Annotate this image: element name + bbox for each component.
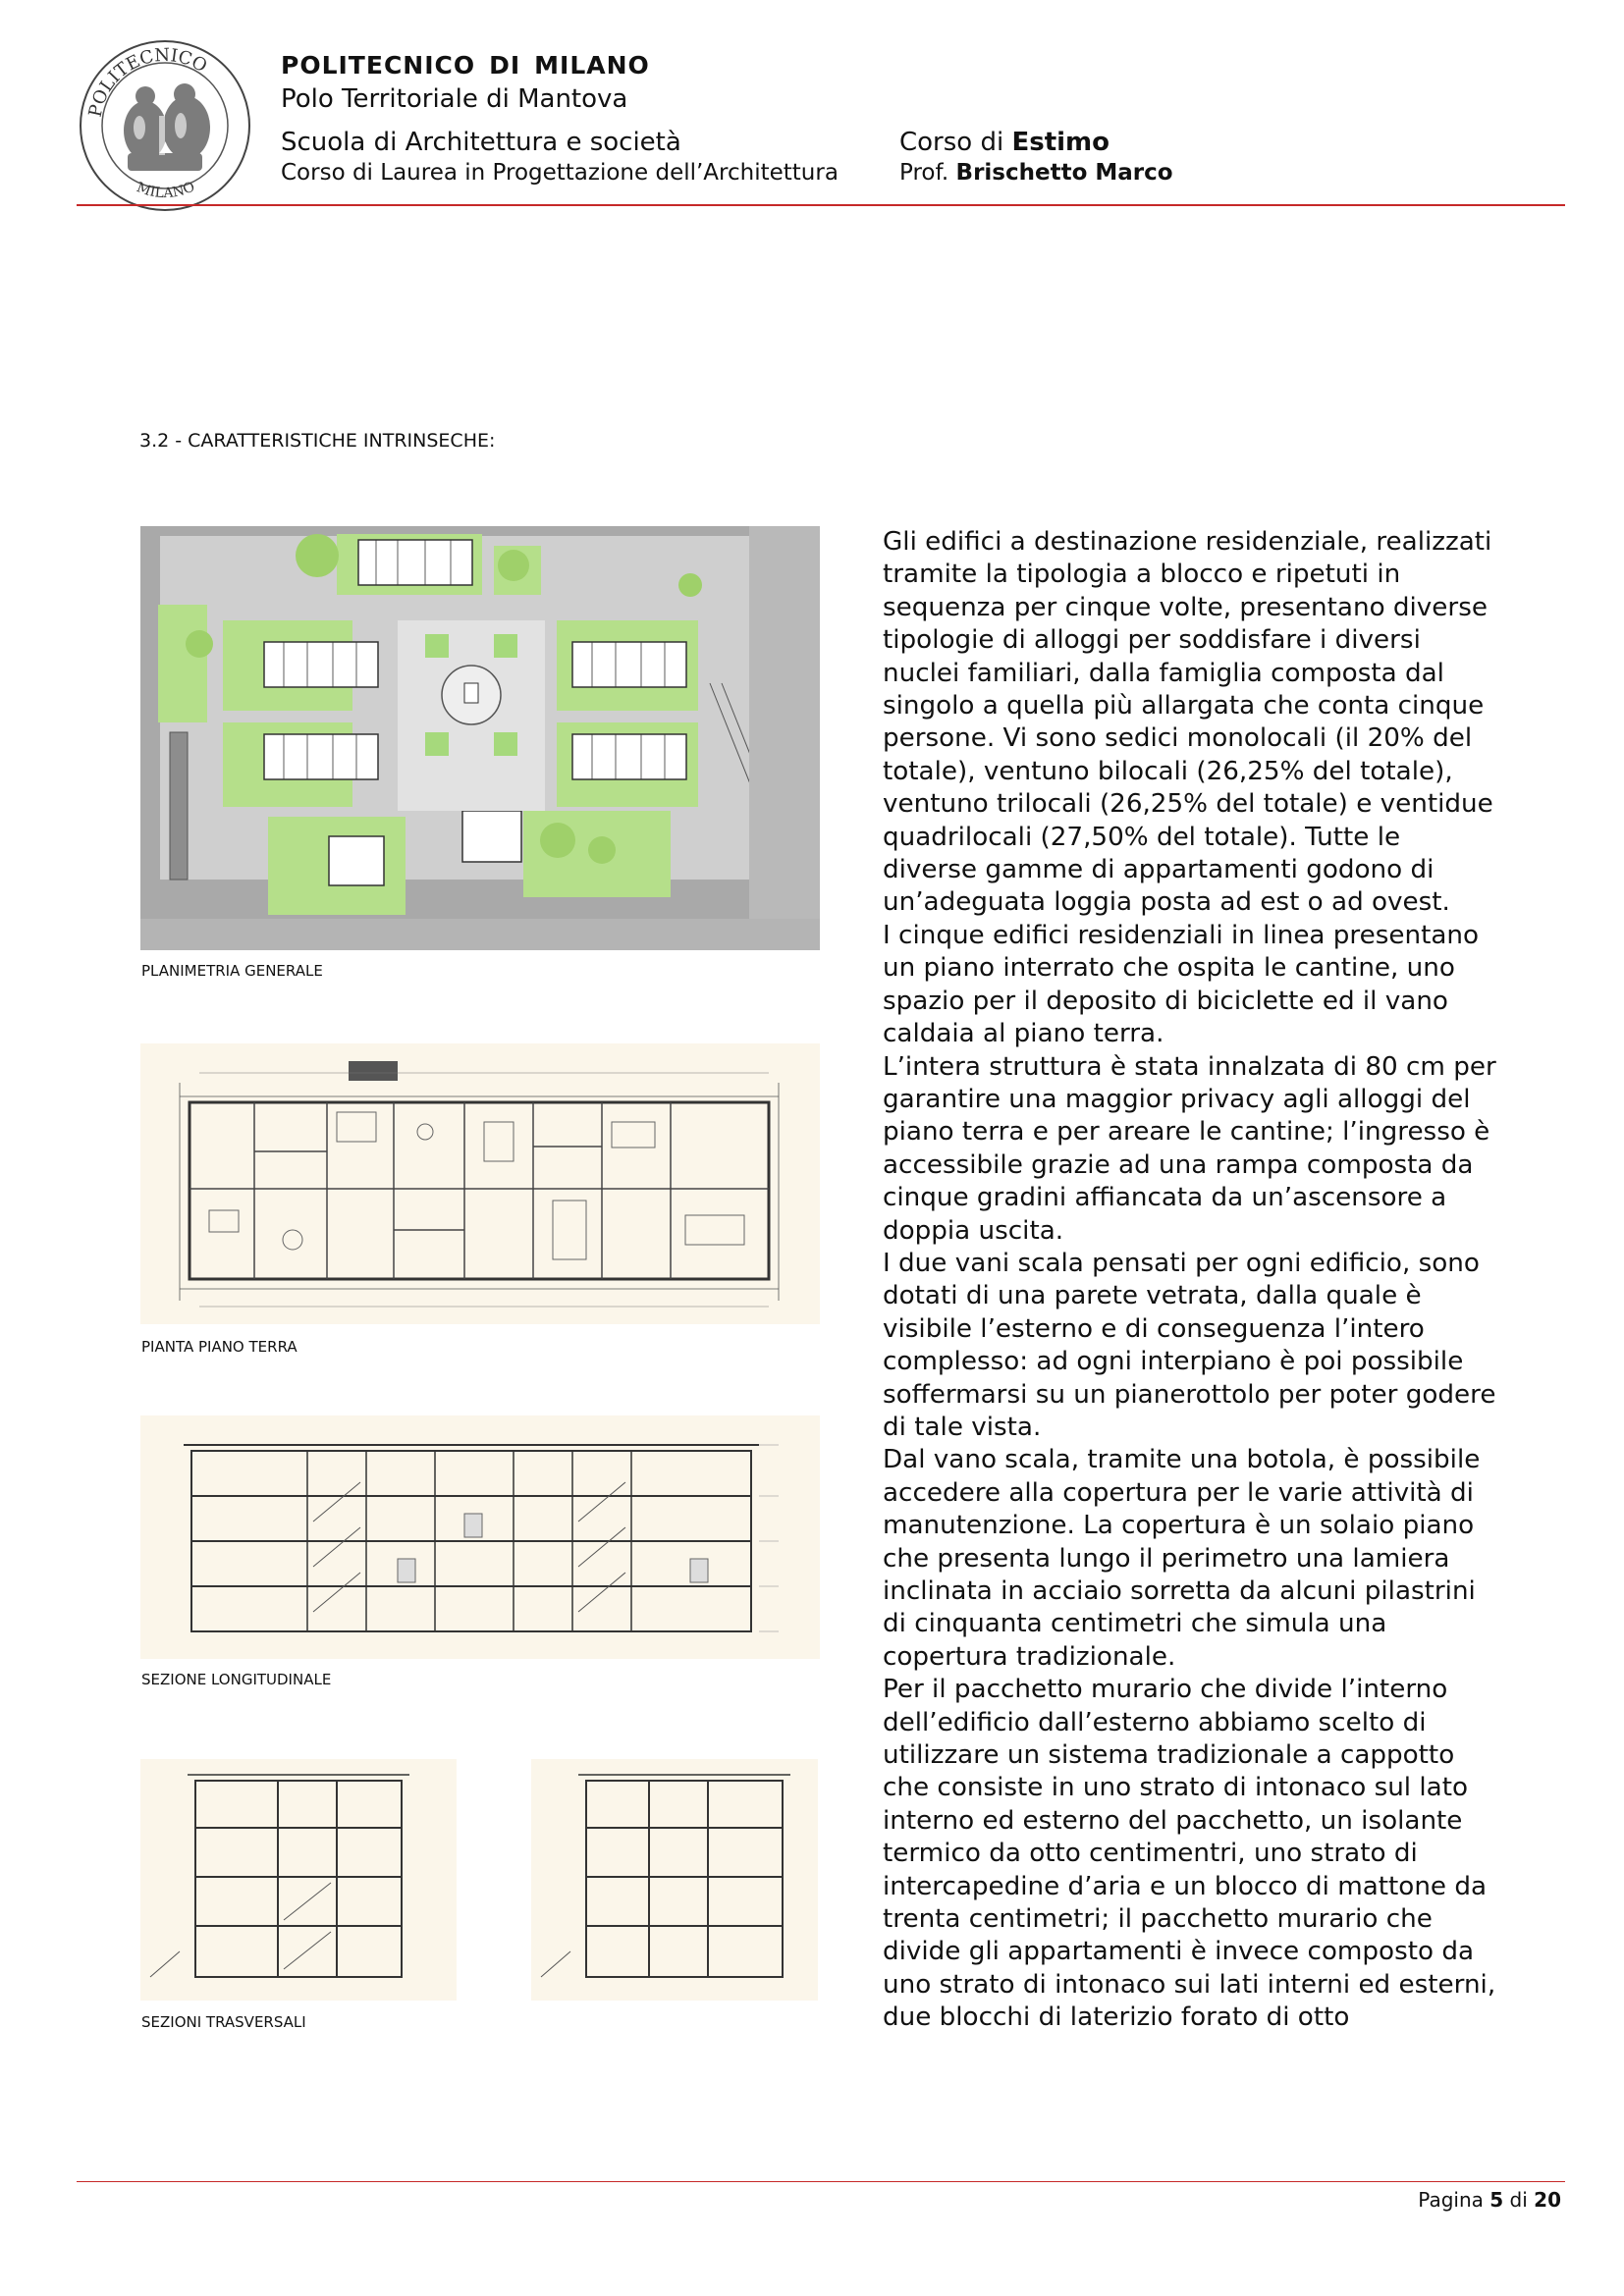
cross-sections-caption: SEZIONI TRASVERSALI [141,2013,306,2031]
footer-divider [77,2181,1565,2182]
professor-name: Prof. Brischetto Marco [899,160,1173,186]
page-number: Pagina 5 di 20 [1418,2188,1561,2212]
svg-text:MILANO [135,179,197,201]
longitudinal-section-figure [140,1415,820,1659]
header-divider [77,204,1565,206]
ground-floor-plan-figure [140,1043,820,1324]
school-name: Scuola di Architettura e società [281,128,681,157]
paragraph: Gli edifici a destinazione residenziale, realizzati tramite la tipologia a blocco e ripetuti in sequenza per cinque volte, presentano diverse tipologie di alloggi per soddisfare i diversi nuclei familiari, dalla famiglia composta dal singolo a quella più allargata che conta cinque persone. Vi sono sedici monolocali (il 20% del totale), ventuno bilocali (26,25% del totale), ventuno trilocali (26,25% del totale) e ventidue quadrilocali (27,50% del totale). Tutte le diverse gamme di appartamenti godono di un’adeguata loggia posta ad est o ad ovest. [883,527,1493,918]
cross-section-2-figure [531,1759,818,2001]
site-plan-figure [140,526,820,950]
section-title: 3.2 - CARATTERISTICHE INTRINSECHE: [139,430,496,452]
paragraph: I cinque edifici residenziali in linea presentano un piano interrato che ospita le cantine, uno spazio per il deposito di biciclette ed il vano caldaia al piano terra. [883,920,1480,1049]
politecnico-seal-logo [77,37,253,214]
seal-text-top: POLITECNICO [84,44,211,120]
paragraph: I due vani scala pensati per ogni edificio, sono dotati di una parete vetrata, dalla quale è visibile l’esterno e di conseguenza l’intero complesso: ad ogni interpiano è poi possibile soffermarsi su un pianerottolo per poter godere di tale vista. [883,1248,1496,1442]
cross-section-1-figure [140,1759,457,2001]
paragraph: L’intera struttura è stata innalzata di 80 cm per garantire una maggior privacy agli alloggi del piano terra e per areare le cantine; l’ingresso è accessibile grazie ad una rampa composta da cinque gradini affiancata da un’ascensore a doppia uscita. [883,1051,1496,1246]
campus-name: Polo Territoriale di Mantova [281,84,628,114]
institution-name: POLITECNICO DI MILANO [281,51,650,80]
ground-floor-plan-caption: PIANTA PIANO TERRA [141,1338,298,1356]
paragraph: Dal vano scala, tramite una botola, è possibile accedere alla copertura per le varie attività di manutenzione. La copertura è un solaio piano che presenta lungo il perimetro una lamiera inclinata in acciaio sorretta da alcuni pilastrini di cinquanta centimetri che simula una copertura tradizionale. [883,1445,1481,1672]
paragraph: Per il pacchetto murario che divide l’interno dell’edificio dall’esterno abbiamo scelto di utilizzare un sistema tradizionale a cappotto che consiste in uno strato di intonaco sul lato interno ed esterno del pacchetto, un isolante termico da otto centimentri, uno strato di intercapedine d’aria e un blocco di mattone da trenta centimetri; il pacchetto murario che divide gli appartamenti è invece composto da uno strato di intonaco sui lati interni ed esterni, due blocchi di laterizio forato di otto [883,1675,1496,2033]
site-plan-caption: PLANIMETRIA GENERALE [141,962,323,980]
seal-text-bottom: MILANO [134,179,197,202]
longitudinal-section-caption: SEZIONE LONGITUDINALE [141,1671,332,1688]
degree-name: Corso di Laurea in Progettazione dell’Architettura [281,160,839,186]
body-text-column [883,526,1497,2035]
course-title: Corso di Estimo [899,128,1110,157]
